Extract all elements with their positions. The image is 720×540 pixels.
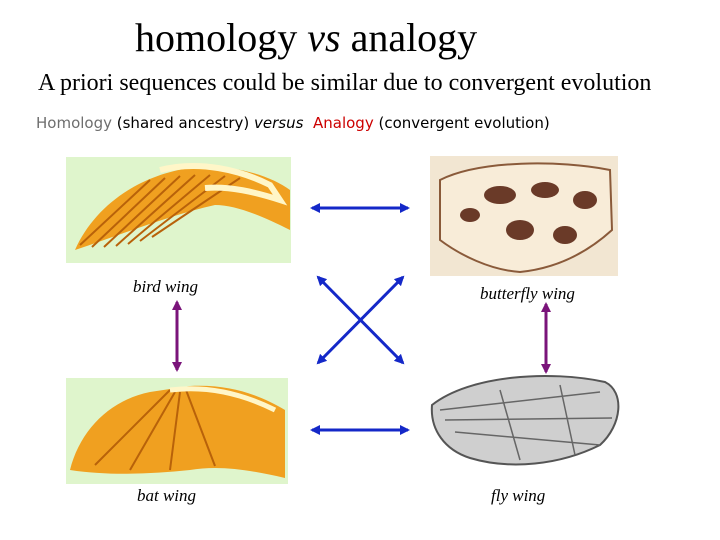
fly-wing-image — [425, 362, 625, 480]
fly-wing-caption: fly wing — [491, 486, 546, 505]
subtitle: A priori sequences could be similar due to convergent evolution — [38, 70, 652, 96]
bird-wing-caption: bird wing — [133, 277, 199, 296]
versus-label: versus — [254, 114, 304, 132]
homology-label: Homology — [36, 114, 112, 132]
butterfly-wing-image — [430, 156, 618, 276]
bat-wing-caption: bat wing — [137, 486, 197, 505]
analogy-note: (convergent evolution) — [373, 114, 550, 132]
bird-wing-image — [66, 157, 291, 263]
bat-wing-image — [66, 378, 288, 484]
title-homology: homology — [135, 15, 308, 60]
title-analogy: analogy — [340, 15, 478, 60]
homology-note: (shared ancestry) — [112, 114, 255, 132]
title-vs: vs — [307, 15, 341, 60]
butterfly-wing-caption: butterfly wing — [480, 284, 575, 303]
analogy-label: Analogy — [313, 114, 374, 132]
